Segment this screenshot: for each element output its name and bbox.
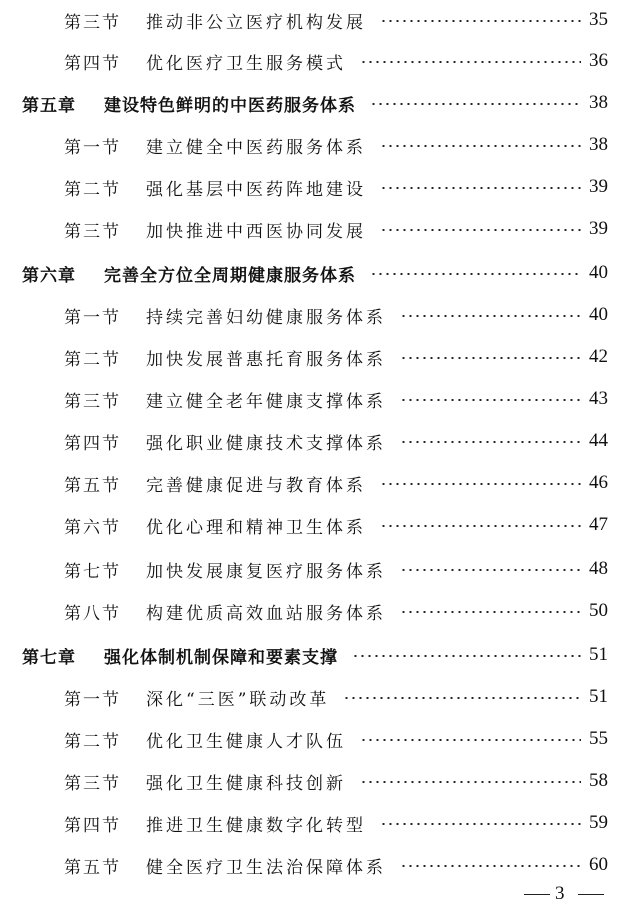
- footer-page-number: 3: [555, 883, 565, 904]
- dot-leader: [380, 20, 581, 22]
- page-number: 59: [589, 812, 608, 833]
- section-title: 强化职业健康技术支撑体系: [146, 433, 386, 454]
- dot-leader: [380, 229, 581, 231]
- chapter-title: 建设特色鲜明的中医药服务体系: [104, 95, 356, 116]
- section-number: 第三节: [64, 391, 121, 412]
- section-title: 完善健康促进与教育体系: [146, 475, 366, 496]
- toc-section-row[interactable]: [0, 427, 628, 455]
- section-number: 第一节: [64, 307, 121, 328]
- dot-leader: [380, 145, 581, 147]
- dot-leader: [360, 781, 581, 783]
- dot-leader: [380, 525, 581, 527]
- dot-leader: [380, 187, 581, 189]
- section-title: 加快发展普惠托育服务体系: [146, 349, 386, 370]
- toc-section-row[interactable]: [0, 597, 628, 625]
- footer-dash-right: [578, 894, 604, 895]
- dot-leader: [343, 697, 581, 699]
- section-number: 第四节: [64, 433, 121, 454]
- toc-section-row[interactable]: [0, 301, 628, 329]
- page-number: 47: [589, 514, 608, 535]
- footer-dash-left: [524, 894, 550, 895]
- section-number: 第二节: [64, 731, 121, 752]
- section-number: 第三节: [64, 773, 121, 794]
- toc-chapter-row[interactable]: [0, 259, 628, 287]
- dot-leader: [400, 315, 581, 317]
- section-number: 第五节: [64, 857, 121, 878]
- section-title: 持续完善妇幼健康服务体系: [146, 307, 386, 328]
- page-number: 40: [589, 262, 608, 283]
- page-number: 60: [589, 854, 608, 875]
- page-number: 55: [589, 728, 608, 749]
- section-number: 第六节: [64, 517, 121, 538]
- toc-section-row[interactable]: [0, 6, 628, 34]
- dot-leader: [380, 823, 581, 825]
- toc-section-row[interactable]: [0, 767, 628, 795]
- dot-leader: [400, 569, 581, 571]
- toc-chapter-row[interactable]: [0, 641, 628, 669]
- chapter-number: 第七章: [22, 647, 76, 668]
- page-footer: [0, 883, 628, 905]
- page-number: 39: [589, 218, 608, 239]
- page-number: 50: [589, 600, 608, 621]
- dot-leader: [360, 739, 581, 741]
- section-number: 第二节: [64, 349, 121, 370]
- page-number: 38: [589, 134, 608, 155]
- dot-leader: [370, 103, 581, 105]
- toc-section-row[interactable]: [0, 215, 628, 243]
- page-number: 46: [589, 472, 608, 493]
- toc-section-row[interactable]: [0, 469, 628, 497]
- toc-section-row[interactable]: [0, 131, 628, 159]
- page-number: 39: [589, 176, 608, 197]
- toc-section-row[interactable]: [0, 725, 628, 753]
- section-number: 第一节: [64, 137, 121, 158]
- chapter-title: 完善全方位全周期健康服务体系: [104, 265, 356, 286]
- page-number: 40: [589, 304, 608, 325]
- section-title: 健全医疗卫生法治保障体系: [146, 857, 386, 878]
- section-number: 第四节: [64, 815, 121, 836]
- section-title: 优化医疗卫生服务模式: [146, 53, 346, 74]
- section-title: 优化心理和精神卫生体系: [146, 517, 366, 538]
- dot-leader: [380, 483, 581, 485]
- section-number: 第四节: [64, 53, 121, 74]
- page-number: 42: [589, 346, 608, 367]
- dot-leader: [400, 865, 581, 867]
- section-number: 第二节: [64, 179, 121, 200]
- dot-leader: [360, 61, 581, 63]
- toc-section-row[interactable]: [0, 343, 628, 371]
- section-title: 建立健全中医药服务体系: [146, 137, 366, 158]
- section-title: 优化卫生健康人才队伍: [146, 731, 346, 752]
- page-number: 38: [589, 92, 608, 113]
- page-number: 44: [589, 430, 608, 451]
- toc-section-row[interactable]: [0, 683, 628, 711]
- section-title: 构建优质高效血站服务体系: [146, 603, 386, 624]
- page-number: 43: [589, 388, 608, 409]
- dot-leader: [400, 357, 581, 359]
- chapter-title: 强化体制机制保障和要素支撑: [104, 647, 338, 668]
- section-number: 第三节: [64, 12, 121, 33]
- section-title: 建立健全老年健康支撑体系: [146, 391, 386, 412]
- toc-chapter-row[interactable]: [0, 89, 628, 117]
- section-title: 强化基层中医药阵地建设: [146, 179, 366, 200]
- section-title: 强化卫生健康科技创新: [146, 773, 346, 794]
- section-number: 第三节: [64, 221, 121, 242]
- page-number: 51: [589, 644, 608, 665]
- section-title: 推动非公立医疗机构发展: [146, 12, 366, 33]
- dot-leader: [370, 273, 581, 275]
- toc-section-row[interactable]: [0, 511, 628, 539]
- dot-leader: [400, 611, 581, 613]
- dot-leader: [352, 655, 581, 657]
- page-number: 58: [589, 770, 608, 791]
- dot-leader: [400, 399, 581, 401]
- section-title: 推进卫生健康数字化转型: [146, 815, 366, 836]
- toc-section-row[interactable]: [0, 809, 628, 837]
- page-number: 35: [589, 9, 608, 30]
- toc-section-row[interactable]: [0, 385, 628, 413]
- chapter-number: 第六章: [22, 265, 76, 286]
- section-title: 深化“三医”联动改革: [146, 689, 330, 710]
- section-number: 第八节: [64, 603, 121, 624]
- toc-section-row[interactable]: [0, 173, 628, 201]
- section-title: 加快推进中西医协同发展: [146, 221, 366, 242]
- section-number: 第五节: [64, 475, 121, 496]
- section-title: 加快发展康复医疗服务体系: [146, 561, 386, 582]
- toc-section-row[interactable]: [0, 555, 628, 583]
- page-number: 51: [589, 686, 608, 707]
- page-number: 48: [589, 558, 608, 579]
- section-number: 第七节: [64, 561, 121, 582]
- toc-section-row[interactable]: [0, 851, 628, 879]
- toc-section-row[interactable]: [0, 47, 628, 75]
- page-number: 36: [589, 50, 608, 71]
- dot-leader: [400, 441, 581, 443]
- section-number: 第一节: [64, 689, 121, 710]
- chapter-number: 第五章: [22, 95, 76, 116]
